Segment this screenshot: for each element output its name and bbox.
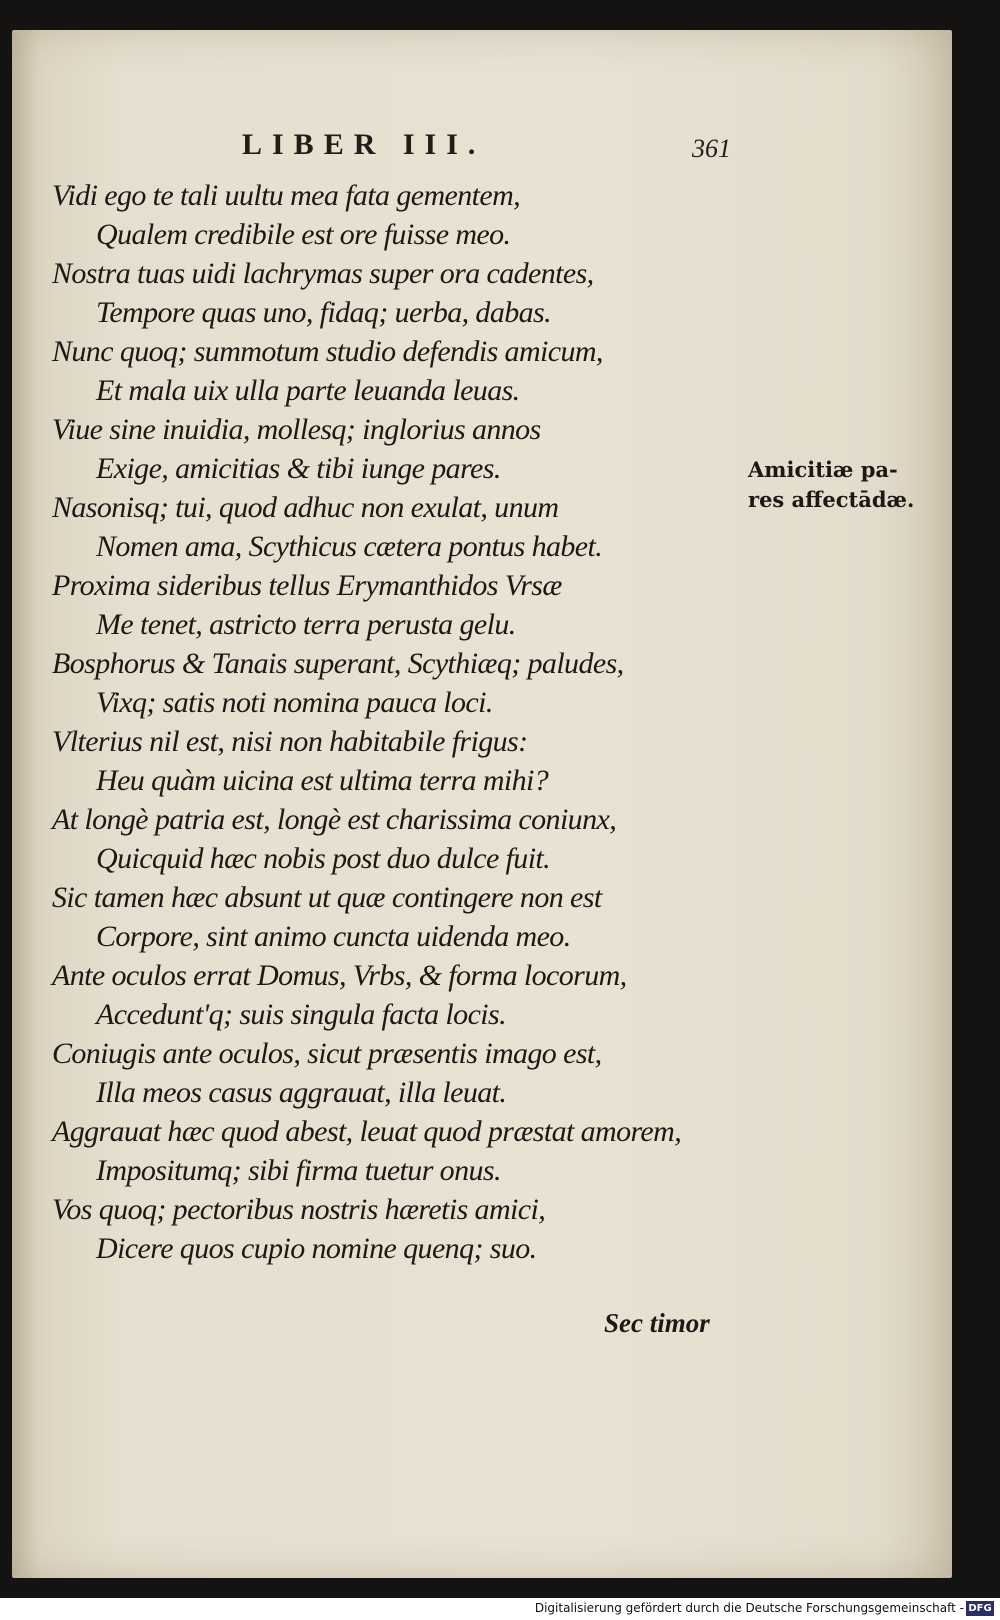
verse-line: Ante oculos errat Domus, Vrbs, & forma locorum, xyxy=(52,959,627,992)
verse-line: Vos quoq; pectoribus nostris hæretis amici, xyxy=(52,1193,546,1226)
page-header xyxy=(12,128,952,168)
book-page xyxy=(12,30,952,1578)
digitization-footer xyxy=(0,1598,1000,1620)
dfg-logo: DFG xyxy=(966,1601,994,1616)
marginal-note xyxy=(748,455,928,515)
running-head: LIBER III. xyxy=(242,128,486,161)
verse-line: Qualem credibile est ore fuisse meo. xyxy=(96,218,511,251)
verse-line: At longè patria est, longè est charissima coniunx, xyxy=(52,803,617,836)
verse-line: Sic tamen hæc absunt ut quæ contingere non est xyxy=(52,881,602,914)
verse-line: Illa meos casus aggrauat, illa leuat. xyxy=(96,1076,507,1109)
catchword: Sec timor xyxy=(604,1308,710,1338)
verse-line: Vlterius nil est, nisi non habitabile frigus: xyxy=(52,725,528,758)
verse-line: Aggrauat hæc quod abest, leuat quod præstat amorem, xyxy=(52,1115,682,1148)
folio-number: 361 xyxy=(692,134,731,163)
verse-line: Nasonisq; tui, quod adhuc non exulat, unum xyxy=(52,491,559,524)
verse-line: Nostra tuas uidi lachrymas super ora cadentes, xyxy=(52,257,594,290)
verse-line: Et mala uix ulla parte leuanda leuas. xyxy=(96,374,520,407)
verse-line: Viue sine inuidia, mollesq; inglorius annos xyxy=(52,413,541,446)
verse-line: Corpore, sint animo cuncta uidenda meo. xyxy=(96,920,571,953)
verse-line: Quicquid hæc nobis post duo dulce fuit. xyxy=(96,842,551,875)
verse-line: Proxima sideribus tellus Erymanthidos Vrsæ xyxy=(52,569,562,602)
verse-line: Me tenet, astricto terra perusta gelu. xyxy=(96,608,516,641)
verse-line: Nomen ama, Scythicus cætera pontus habet. xyxy=(96,530,603,563)
footer-credit: Digitalisierung gefördert durch die Deutsche Forschungsgemeinschaft - xyxy=(534,1601,964,1615)
verse-line: Heu quàm uicina est ultima terra mihi? xyxy=(96,764,549,797)
marginal-note-line: Amicitiæ pa- xyxy=(748,457,898,482)
verse-line: Vidi ego te tali uultu mea fata gementem, xyxy=(52,179,521,212)
verse-line: Exige, amicitias & tibi iunge pares. xyxy=(96,452,501,485)
verse-line: Tempore quas uno, fidaq; uerba, dabas. xyxy=(96,296,551,329)
verse-block xyxy=(52,176,732,1268)
verse-line: Coniugis ante oculos, sicut præsentis imago est, xyxy=(52,1037,602,1070)
verse-line: Nunc quoq; summotum studio defendis amicum, xyxy=(52,335,603,368)
marginal-note-line: res affectādæ. xyxy=(748,487,915,512)
verse-line: Accedunt'q; suis singula facta locis. xyxy=(96,998,506,1031)
verse-line: Dicere quos cupio nomine quenq; suo. xyxy=(96,1232,537,1265)
verse-line: Bosphorus & Tanais superant, Scythiæq; paludes, xyxy=(52,647,624,680)
verse-line: Vixq; satis noti nomina pauca loci. xyxy=(96,686,493,719)
verse-line: Impositumq; sibi firma tuetur onus. xyxy=(96,1154,501,1187)
